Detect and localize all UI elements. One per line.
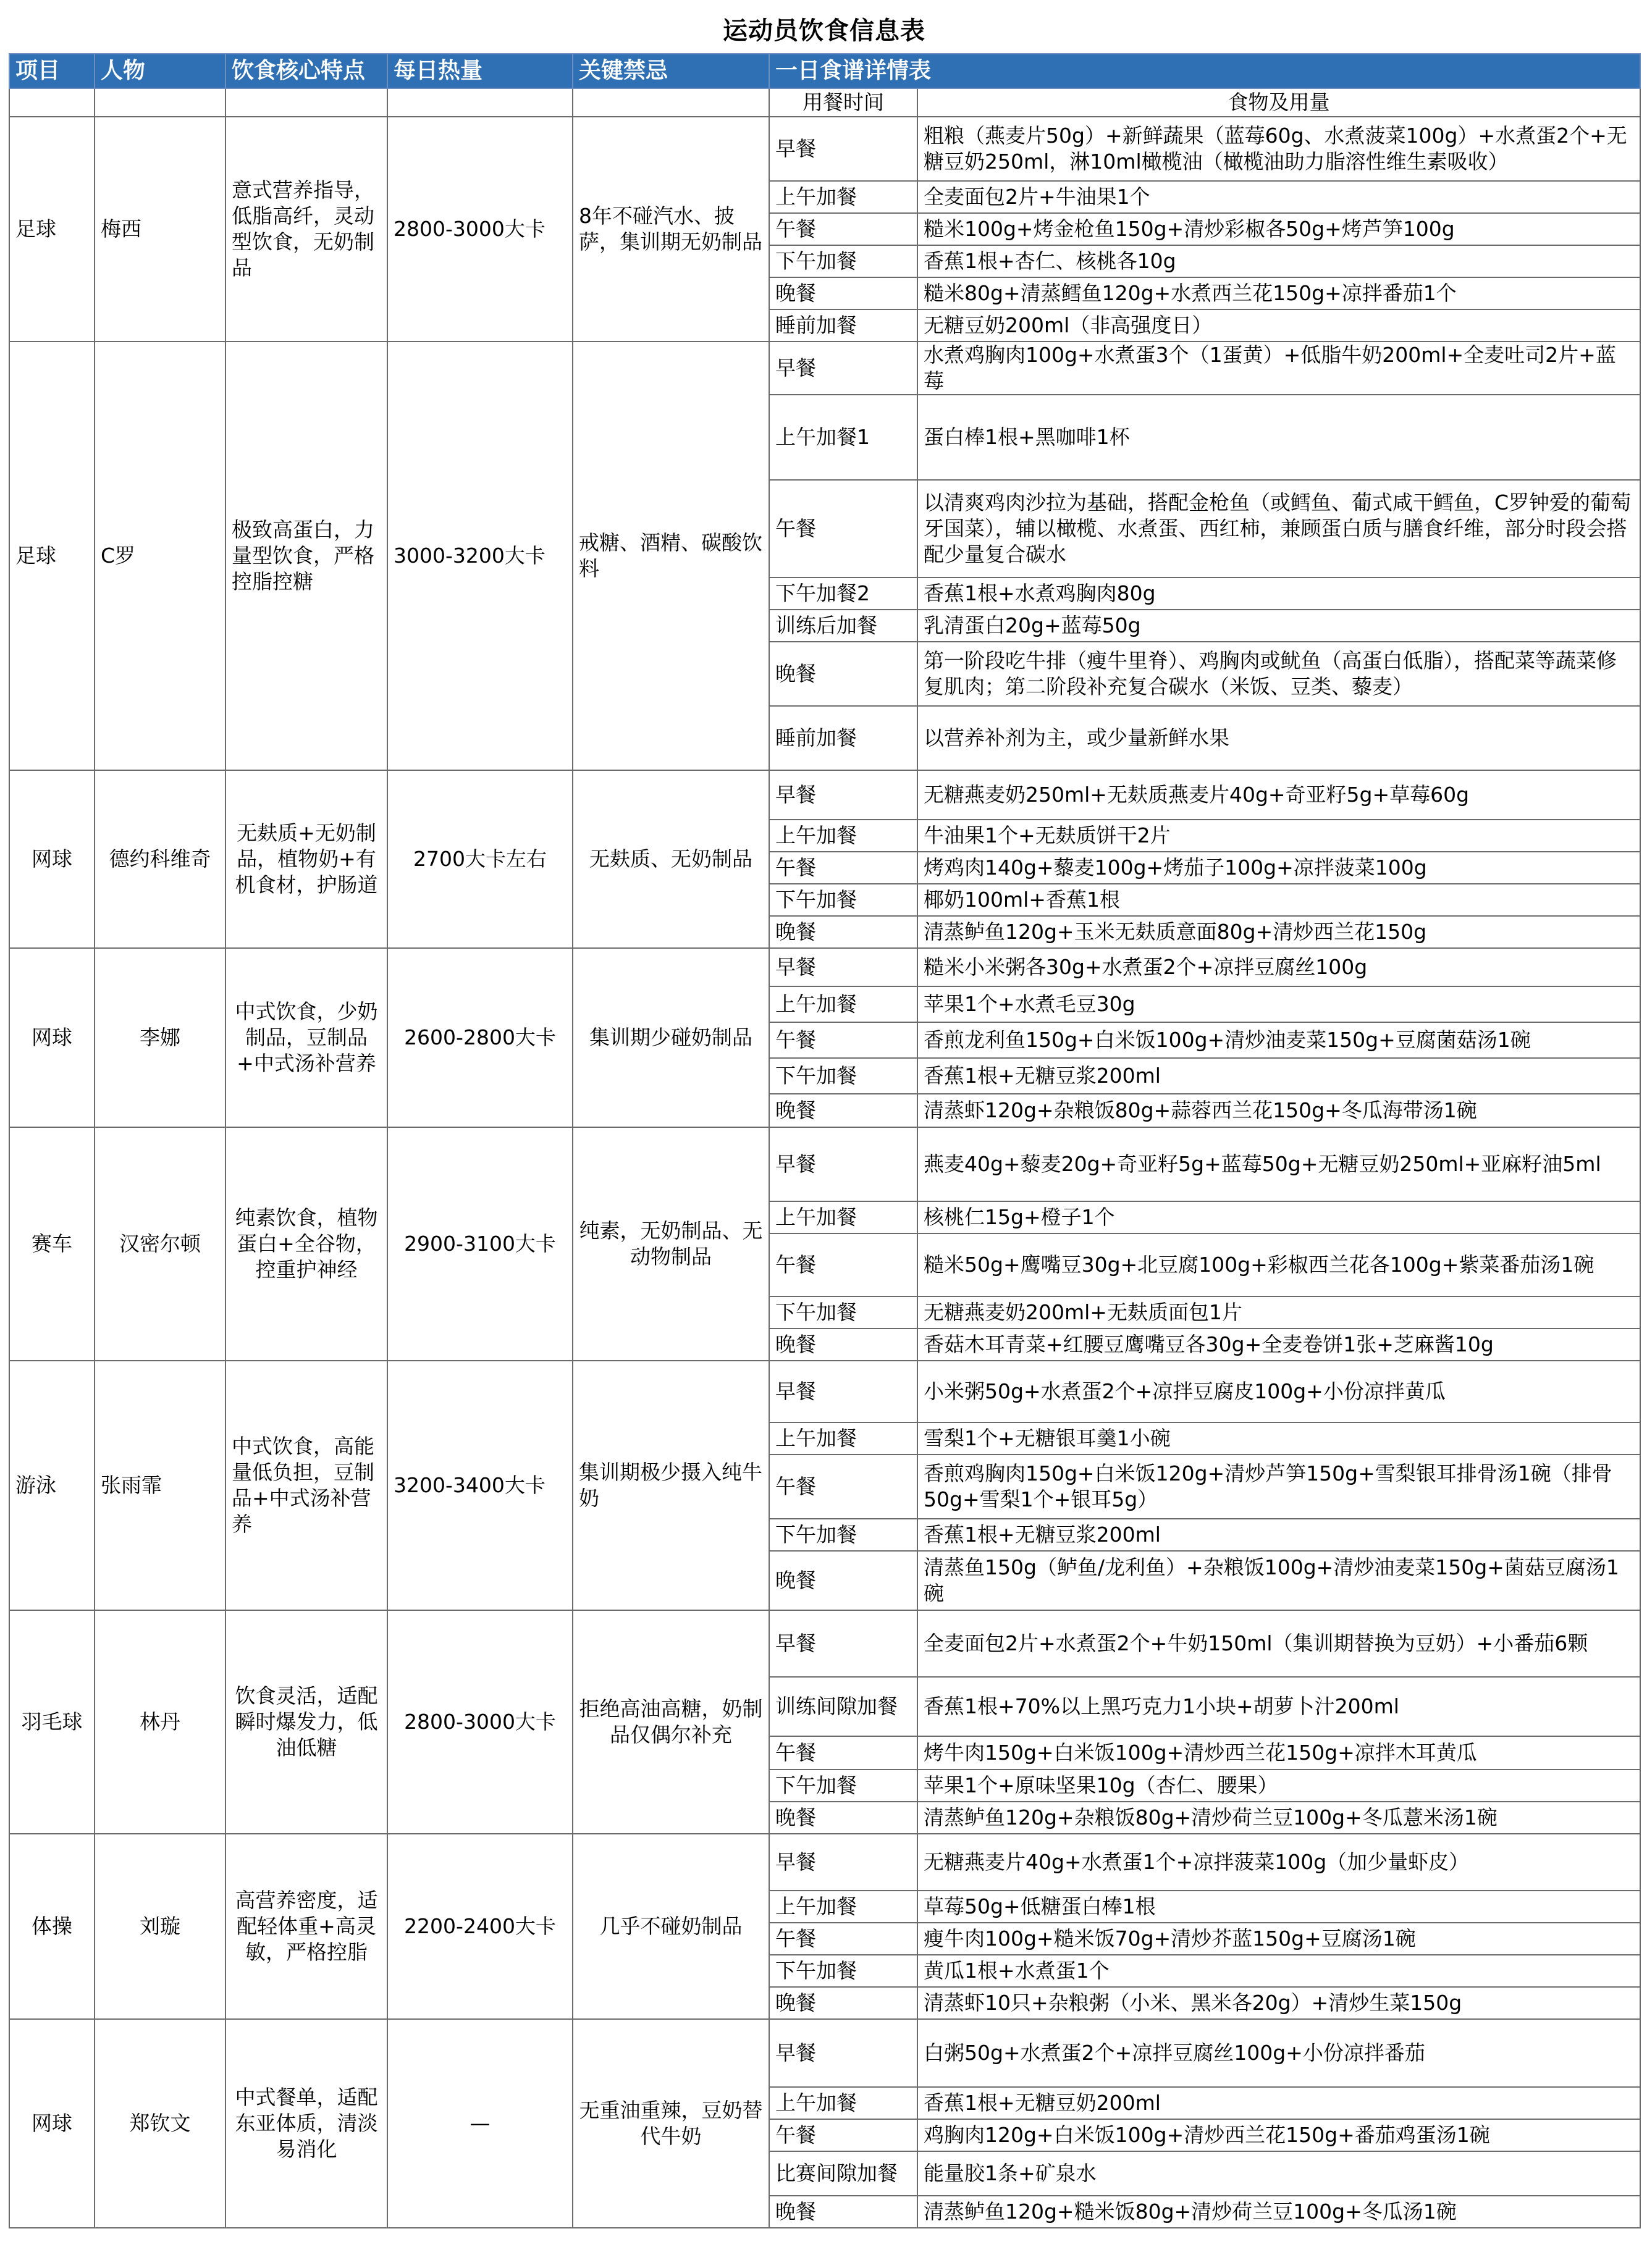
taboo-cell: 纯素，无奶制品、无动物制品 xyxy=(573,1127,769,1361)
person-cell: 林丹 xyxy=(95,1610,225,1834)
food-cell: 苹果1个+原味坚果10g（杏仁、腰果） xyxy=(917,1770,1640,1802)
subheader-food: 食物及用量 xyxy=(917,88,1640,117)
calories-cell: 3000-3200大卡 xyxy=(387,342,573,770)
food-cell: 椰奶100ml+香蕉1根 xyxy=(917,884,1640,916)
table-row xyxy=(9,948,1640,986)
taboo-cell: 戒糖、酒精、碳酸饮料 xyxy=(573,342,769,770)
meal-time-cell: 下午加餐 xyxy=(769,1296,917,1329)
meal-time-cell: 上午加餐 xyxy=(769,1891,917,1923)
meal-time-cell: 晚餐 xyxy=(769,1094,917,1127)
meal-time-cell: 上午加餐 xyxy=(769,1422,917,1455)
food-cell: 以营养补剂为主，或少量新鲜水果 xyxy=(917,706,1640,770)
meal-time-cell: 午餐 xyxy=(769,1233,917,1296)
food-cell: 鸡胸肉120g+白米饭100g+清炒西兰花150g+番茄鸡蛋汤1碗 xyxy=(917,2119,1640,2151)
calories-cell: 3200-3400大卡 xyxy=(387,1361,573,1610)
meal-time-cell: 下午加餐 xyxy=(769,1770,917,1802)
meal-time-cell: 上午加餐 xyxy=(769,986,917,1022)
header-menu: 一日食谱详情表 xyxy=(769,54,1640,88)
meal-time-cell: 比赛间隙加餐 xyxy=(769,2151,917,2196)
table-row xyxy=(9,2019,1640,2087)
taboo-cell: 无重油重辣，豆奶替代牛奶 xyxy=(573,2019,769,2228)
diet-table xyxy=(9,53,1641,2228)
food-cell: 清蒸鲈鱼120g+糙米饭80g+清炒荷兰豆100g+冬瓜汤1碗 xyxy=(917,2196,1640,2228)
meal-time-cell: 午餐 xyxy=(769,480,917,578)
sport-cell: 游泳 xyxy=(9,1361,95,1610)
food-cell: 核桃仁15g+橙子1个 xyxy=(917,1201,1640,1233)
food-cell: 清蒸虾120g+杂粮饭80g+蒜蓉西兰花150g+冬瓜海带汤1碗 xyxy=(917,1094,1640,1127)
food-cell: 香蕉1根+70%以上黑巧克力1小块+胡萝卜汁200ml xyxy=(917,1677,1640,1736)
meal-time-cell: 早餐 xyxy=(769,1610,917,1677)
meal-time-cell: 午餐 xyxy=(769,1736,917,1770)
meal-time-cell: 上午加餐 xyxy=(769,1201,917,1233)
meal-time-cell: 上午加餐1 xyxy=(769,395,917,480)
sheet-title: 运动员饮食信息表 xyxy=(723,17,925,45)
food-cell: 第一阶段吃牛排（瘦牛里脊）、鸡胸肉或鱿鱼（高蛋白低脂），搭配菜等蔬菜修复肌肉；第二阶段补充复合碳水（米饭、豆类、藜麦） xyxy=(917,642,1640,706)
food-cell: 瘦牛肉100g+糙米饭70g+清炒芥蓝150g+豆腐汤1碗 xyxy=(917,1923,1640,1955)
meal-time-cell: 下午加餐 xyxy=(769,245,917,277)
food-cell: 香煎龙利鱼150g+白米饭100g+清炒油麦菜150g+豆腐菌菇汤1碗 xyxy=(917,1022,1640,1058)
taboo-cell: 集训期少碰奶制品 xyxy=(573,948,769,1127)
meal-time-cell: 早餐 xyxy=(769,2019,917,2087)
header-row xyxy=(9,54,1640,88)
meal-time-cell: 晚餐 xyxy=(769,642,917,706)
food-cell: 香蕉1根+无糖豆浆200ml xyxy=(917,1058,1640,1094)
meal-time-cell: 下午加餐 xyxy=(769,1058,917,1094)
table-row xyxy=(9,1834,1640,1891)
meal-time-cell: 午餐 xyxy=(769,2119,917,2151)
meal-time-cell: 晚餐 xyxy=(769,1802,917,1834)
calories-cell: — xyxy=(387,2019,573,2228)
food-cell: 烤牛肉150g+白米饭100g+清炒西兰花150g+凉拌木耳黄瓜 xyxy=(917,1736,1640,1770)
food-cell: 清蒸鲈鱼120g+杂粮饭80g+清炒荷兰豆100g+冬瓜薏米汤1碗 xyxy=(917,1802,1640,1834)
food-cell: 无糖豆奶200ml（非高强度日） xyxy=(917,309,1640,342)
food-cell: 清蒸鲈鱼120g+玉米无麸质意面80g+清炒西兰花150g xyxy=(917,916,1640,948)
person-cell: 刘璇 xyxy=(95,1834,225,2019)
food-cell: 黄瓜1根+水煮蛋1个 xyxy=(917,1955,1640,1987)
food-cell: 白粥50g+水煮蛋2个+凉拌豆腐丝100g+小份凉拌番茄 xyxy=(917,2019,1640,2087)
subheader-blank xyxy=(573,88,769,117)
header-person: 人物 xyxy=(95,54,225,88)
features-cell: 无麸质+无奶制品，植物奶+有机食材，护肠道 xyxy=(225,770,387,948)
person-cell: 张雨霏 xyxy=(95,1361,225,1610)
meal-time-cell: 午餐 xyxy=(769,1022,917,1058)
sport-cell: 赛车 xyxy=(9,1127,95,1361)
features-cell: 高营养密度，适配轻体重+高灵敏，严格控脂 xyxy=(225,1834,387,2019)
food-cell: 糙米100g+烤金枪鱼150g+清炒彩椒各50g+烤芦笋100g xyxy=(917,213,1640,245)
table-body xyxy=(9,117,1640,2228)
meal-time-cell: 早餐 xyxy=(769,342,917,395)
food-cell: 蛋白棒1根+黑咖啡1杯 xyxy=(917,395,1640,480)
meal-time-cell: 下午加餐 xyxy=(769,1519,917,1551)
food-cell: 香蕉1根+水煮鸡胸肉80g xyxy=(917,578,1640,610)
food-cell: 烤鸡肉140g+藜麦100g+烤茄子100g+凉拌菠菜100g xyxy=(917,852,1640,884)
table-row xyxy=(9,1361,1640,1422)
meal-time-cell: 睡前加餐 xyxy=(769,309,917,342)
taboo-cell: 8年不碰汽水、披萨，集训期无奶制品 xyxy=(573,117,769,342)
table-row xyxy=(9,117,1640,181)
sport-cell: 羽毛球 xyxy=(9,1610,95,1834)
meal-time-cell: 晚餐 xyxy=(769,1987,917,2019)
food-cell: 雪梨1个+无糖银耳羹1小碗 xyxy=(917,1422,1640,1455)
food-cell: 香蕉1根+杏仁、核桃各10g xyxy=(917,245,1640,277)
features-cell: 意式营养指导，低脂高纤，灵动型饮食，无奶制品 xyxy=(225,117,387,342)
food-cell: 香蕉1根+无糖豆浆200ml xyxy=(917,1519,1640,1551)
table-row xyxy=(9,1127,1640,1201)
food-cell: 以清爽鸡肉沙拉为基础，搭配金枪鱼（或鳕鱼、葡式咸干鳕鱼，C罗钟爱的葡萄牙国菜），辅以橄榄、水煮蛋、西红柿，兼顾蛋白质与膳食纤维，部分时段会搭配少量复合碳水 xyxy=(917,480,1640,578)
taboo-cell: 集训期极少摄入纯牛奶 xyxy=(573,1361,769,1610)
meal-time-cell: 训练间隙加餐 xyxy=(769,1677,917,1736)
features-cell: 纯素饮食，植物蛋白+全谷物，控重护神经 xyxy=(225,1127,387,1361)
sport-cell: 网球 xyxy=(9,2019,95,2228)
meal-time-cell: 早餐 xyxy=(769,1361,917,1422)
meal-time-cell: 午餐 xyxy=(769,1455,917,1519)
food-cell: 水煮鸡胸肉100g+水煮蛋3个（1蛋黄）+低脂牛奶200ml+全麦吐司2片+蓝莓 xyxy=(917,342,1640,395)
food-cell: 粗粮（燕麦片50g）+新鲜蔬果（蓝莓60g、水煮菠菜100g）+水煮蛋2个+无糖豆奶250ml，淋10ml橄榄油（橄榄油助力脂溶性维生素吸收） xyxy=(917,117,1640,181)
meal-time-cell: 早餐 xyxy=(769,770,917,820)
subheader-meal-time: 用餐时间 xyxy=(769,88,917,117)
meal-time-cell: 晚餐 xyxy=(769,1551,917,1610)
meal-time-cell: 午餐 xyxy=(769,852,917,884)
meal-time-cell: 下午加餐 xyxy=(769,1955,917,1987)
meal-time-cell: 睡前加餐 xyxy=(769,706,917,770)
subheader-blank xyxy=(225,88,387,117)
taboo-cell: 几乎不碰奶制品 xyxy=(573,1834,769,2019)
food-cell: 清蒸虾10只+杂粮粥（小米、黑米各20g）+清炒生菜150g xyxy=(917,1987,1640,2019)
food-cell: 糙米50g+鹰嘴豆30g+北豆腐100g+彩椒西兰花各100g+紫菜番茄汤1碗 xyxy=(917,1233,1640,1296)
meal-time-cell: 早餐 xyxy=(769,1834,917,1891)
subheader-row xyxy=(9,88,1640,117)
features-cell: 中式餐单，适配东亚体质，清淡易消化 xyxy=(225,2019,387,2228)
meal-time-cell: 上午加餐 xyxy=(769,820,917,852)
meal-time-cell: 训练后加餐 xyxy=(769,610,917,642)
person-cell: 李娜 xyxy=(95,948,225,1127)
calories-cell: 2800-3000大卡 xyxy=(387,117,573,342)
person-cell: C罗 xyxy=(95,342,225,770)
food-cell: 无糖燕麦奶200ml+无麸质面包1片 xyxy=(917,1296,1640,1329)
calories-cell: 2700大卡左右 xyxy=(387,770,573,948)
calories-cell: 2900-3100大卡 xyxy=(387,1127,573,1361)
meal-time-cell: 早餐 xyxy=(769,1127,917,1201)
food-cell: 全麦面包2片+牛油果1个 xyxy=(917,181,1640,213)
table-row xyxy=(9,342,1640,395)
diet-sheet xyxy=(9,9,1640,2228)
food-cell: 燕麦40g+藜麦20g+奇亚籽5g+蓝莓50g+无糖豆奶250ml+亚麻籽油5ml xyxy=(917,1127,1640,1201)
food-cell: 全麦面包2片+水煮蛋2个+牛奶150ml（集训期替换为豆奶）+小番茄6颗 xyxy=(917,1610,1640,1677)
calories-cell: 2800-3000大卡 xyxy=(387,1610,573,1834)
food-cell: 清蒸鱼150g（鲈鱼/龙利鱼）+杂粮饭100g+清炒油麦菜150g+菌菇豆腐汤1碗 xyxy=(917,1551,1640,1610)
table-row xyxy=(9,770,1640,820)
meal-time-cell: 午餐 xyxy=(769,213,917,245)
meal-time-cell: 早餐 xyxy=(769,117,917,181)
header-taboo: 关键禁忌 xyxy=(573,54,769,88)
sport-cell: 足球 xyxy=(9,117,95,342)
food-cell: 香蕉1根+无糖豆奶200ml xyxy=(917,2087,1640,2119)
person-cell: 梅西 xyxy=(95,117,225,342)
calories-cell: 2600-2800大卡 xyxy=(387,948,573,1127)
meal-time-cell: 下午加餐2 xyxy=(769,578,917,610)
taboo-cell: 无麸质、无奶制品 xyxy=(573,770,769,948)
subheader-blank xyxy=(95,88,225,117)
sport-cell: 网球 xyxy=(9,948,95,1127)
food-cell: 无糖燕麦片40g+水煮蛋1个+凉拌菠菜100g（加少量虾皮） xyxy=(917,1834,1640,1891)
person-cell: 德约科维奇 xyxy=(95,770,225,948)
meal-time-cell: 上午加餐 xyxy=(769,181,917,213)
header-calories: 每日热量 xyxy=(387,54,573,88)
subheader-blank xyxy=(387,88,573,117)
food-cell: 糙米80g+清蒸鳕鱼120g+水煮西兰花150g+凉拌番茄1个 xyxy=(917,277,1640,309)
calories-cell: 2200-2400大卡 xyxy=(387,1834,573,2019)
meal-time-cell: 早餐 xyxy=(769,948,917,986)
food-cell: 牛油果1个+无麸质饼干2片 xyxy=(917,820,1640,852)
meal-time-cell: 晚餐 xyxy=(769,1329,917,1361)
sport-cell: 足球 xyxy=(9,342,95,770)
sport-cell: 体操 xyxy=(9,1834,95,2019)
food-cell: 草莓50g+低糖蛋白棒1根 xyxy=(917,1891,1640,1923)
table-row xyxy=(9,1610,1640,1677)
sport-cell: 网球 xyxy=(9,770,95,948)
meal-time-cell: 午餐 xyxy=(769,1923,917,1955)
subheader-blank xyxy=(9,88,95,117)
header-features: 饮食核心特点 xyxy=(225,54,387,88)
food-cell: 香菇木耳青菜+红腰豆鹰嘴豆各30g+全麦卷饼1张+芝麻酱10g xyxy=(917,1329,1640,1361)
person-cell: 汉密尔顿 xyxy=(95,1127,225,1361)
features-cell: 极致高蛋白，力量型饮食，严格控脂控糖 xyxy=(225,342,387,770)
food-cell: 乳清蛋白20g+蓝莓50g xyxy=(917,610,1640,642)
food-cell: 小米粥50g+水煮蛋2个+凉拌豆腐皮100g+小份凉拌黄瓜 xyxy=(917,1361,1640,1422)
features-cell: 中式饮食，少奶制品，豆制品+中式汤补营养 xyxy=(225,948,387,1127)
person-cell: 郑钦文 xyxy=(95,2019,225,2228)
food-cell: 糙米小米粥各30g+水煮蛋2个+凉拌豆腐丝100g xyxy=(917,948,1640,986)
meal-time-cell: 上午加餐 xyxy=(769,2087,917,2119)
features-cell: 中式饮食，高能量低负担，豆制品+中式汤补营养 xyxy=(225,1361,387,1610)
food-cell: 无糖燕麦奶250ml+无麸质燕麦片40g+奇亚籽5g+草莓60g xyxy=(917,770,1640,820)
meal-time-cell: 晚餐 xyxy=(769,2196,917,2228)
header-sport: 项目 xyxy=(9,54,95,88)
food-cell: 苹果1个+水煮毛豆30g xyxy=(917,986,1640,1022)
meal-time-cell: 晚餐 xyxy=(769,916,917,948)
food-cell: 香煎鸡胸肉150g+白米饭120g+清炒芦笋150g+雪梨银耳排骨汤1碗（排骨50g+雪梨1个+银耳5g） xyxy=(917,1455,1640,1519)
meal-time-cell: 晚餐 xyxy=(769,277,917,309)
food-cell: 能量胶1条+矿泉水 xyxy=(917,2151,1640,2196)
taboo-cell: 拒绝高油高糖，奶制品仅偶尔补充 xyxy=(573,1610,769,1834)
meal-time-cell: 下午加餐 xyxy=(769,884,917,916)
features-cell: 饮食灵活，适配瞬时爆发力，低油低糖 xyxy=(225,1610,387,1834)
